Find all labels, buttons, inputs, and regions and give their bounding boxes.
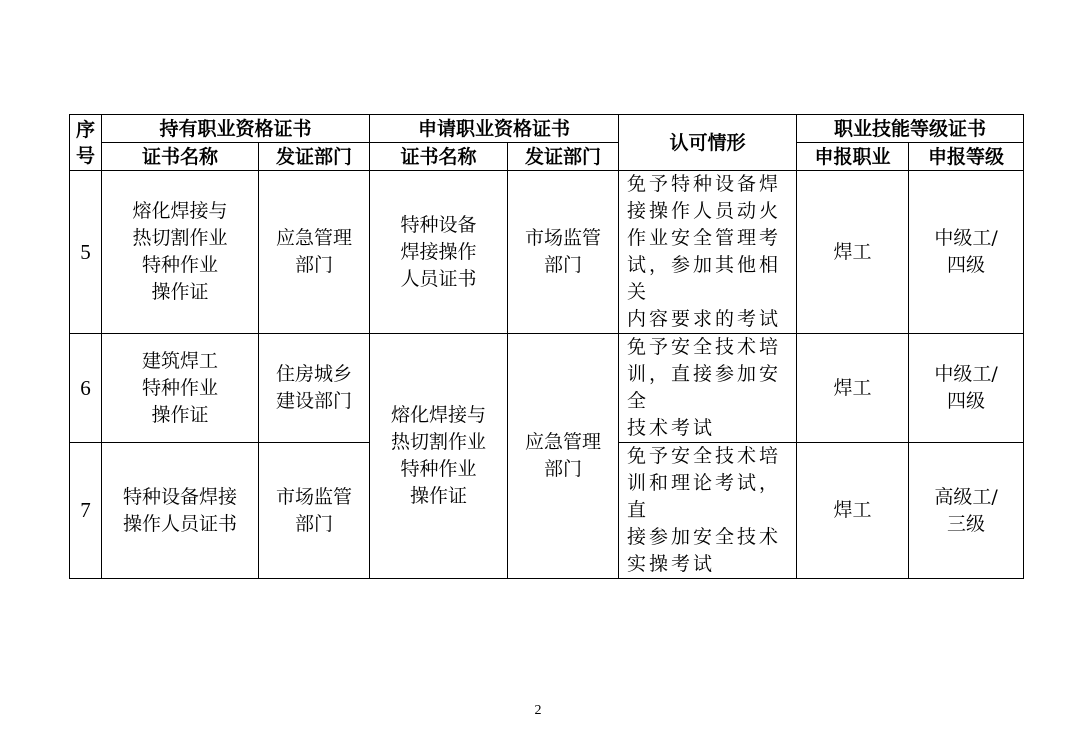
- row-job: 焊工: [797, 443, 909, 579]
- row-seq: 7: [70, 443, 102, 579]
- row-held-name: 建筑焊工 特种作业 操作证: [102, 334, 259, 443]
- header-seq: 序 号: [70, 115, 102, 171]
- row-recognition: 免予特种设备焊 接操作人员动火 作业安全管理考 试，参加其他相关 内容要求的考试: [619, 171, 797, 334]
- header-apply-dept: 发证部门: [508, 143, 619, 171]
- row-seq: 5: [70, 171, 102, 334]
- header-skill-job: 申报职业: [797, 143, 909, 171]
- row-level: 中级工/ 四级: [909, 334, 1024, 443]
- header-recognition: 认可情形: [619, 115, 797, 171]
- row-held-dept: 应急管理 部门: [259, 171, 370, 334]
- row-apply-name: 特种设备 焊接操作 人员证书: [370, 171, 508, 334]
- header-row-2: [70, 143, 1024, 171]
- row-job: 焊工: [797, 171, 909, 334]
- header-held-certificate: 持有职业资格证书: [102, 115, 370, 143]
- row-held-name: 熔化焊接与 热切割作业 特种作业 操作证: [102, 171, 259, 334]
- certificate-recognition-table: [69, 114, 1024, 579]
- header-held-name: 证书名称: [102, 143, 259, 171]
- header-skill-certificate: 职业技能等级证书: [797, 115, 1024, 143]
- table-row: [70, 334, 1024, 443]
- page-number: 2: [534, 703, 542, 718]
- row-job: 焊工: [797, 334, 909, 443]
- row-apply-dept: 应急管理 部门: [508, 334, 619, 579]
- row-seq: 6: [70, 334, 102, 443]
- row-held-dept: 市场监管 部门: [259, 443, 370, 579]
- row-held-dept: 住房城乡 建设部门: [259, 334, 370, 443]
- row-apply-dept: 市场监管 部门: [508, 171, 619, 334]
- row-held-name: 特种设备焊接 操作人员证书: [102, 443, 259, 579]
- header-skill-level: 申报等级: [909, 143, 1024, 171]
- header-held-dept: 发证部门: [259, 143, 370, 171]
- row-recognition: 免予安全技术培 训和理论考试，直 接参加安全技术 实操考试: [619, 443, 797, 579]
- row-apply-name: 熔化焊接与 热切割作业 特种作业 操作证: [370, 334, 508, 579]
- header-row-1: [70, 115, 1024, 143]
- row-recognition: 免予安全技术培 训，直接参加安全 技术考试: [619, 334, 797, 443]
- header-apply-name: 证书名称: [370, 143, 508, 171]
- row-level: 高级工/ 三级: [909, 443, 1024, 579]
- table-row: [70, 171, 1024, 334]
- header-apply-certificate: 申请职业资格证书: [370, 115, 619, 143]
- row-level: 中级工/ 四级: [909, 171, 1024, 334]
